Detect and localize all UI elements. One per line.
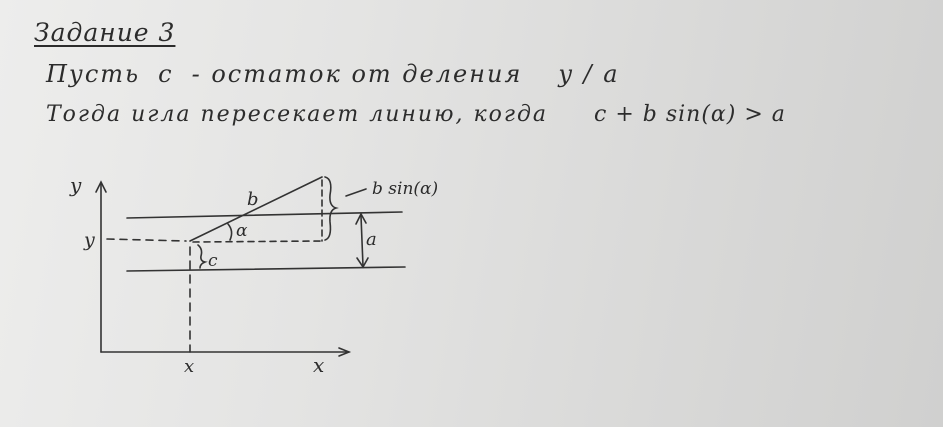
y-tick-label: y — [84, 229, 95, 251]
task-title: Задание 3 — [34, 18, 176, 47]
needle-label: b — [247, 189, 259, 210]
a-label: a — [366, 229, 377, 250]
bsin-label: b sin(α) — [372, 179, 439, 199]
c-brace — [198, 245, 205, 268]
a-arrow-line — [361, 216, 363, 266]
condition-text: Тогда игла пересекает линию, когда — [46, 102, 549, 127]
condition-formula: c + b sin(α) > a — [594, 102, 786, 127]
definition-variable: c — [158, 60, 174, 88]
definition-expression: y / a — [558, 60, 620, 88]
bsin-brace — [325, 177, 336, 240]
angle-label: α — [236, 221, 248, 241]
bsin-leader — [346, 189, 366, 196]
c-label: c — [208, 251, 218, 271]
x-tick-label: x — [184, 356, 195, 377]
definition-prefix: Пусть — [46, 60, 141, 88]
y-guide-dashed — [107, 239, 186, 241]
needle-horizontal-dashed — [193, 241, 322, 242]
axis-x-label: x — [313, 353, 325, 377]
angle-arc — [228, 224, 232, 240]
definition-rest: - остаток от деления — [191, 60, 523, 88]
axis-y-label: y — [70, 173, 82, 197]
